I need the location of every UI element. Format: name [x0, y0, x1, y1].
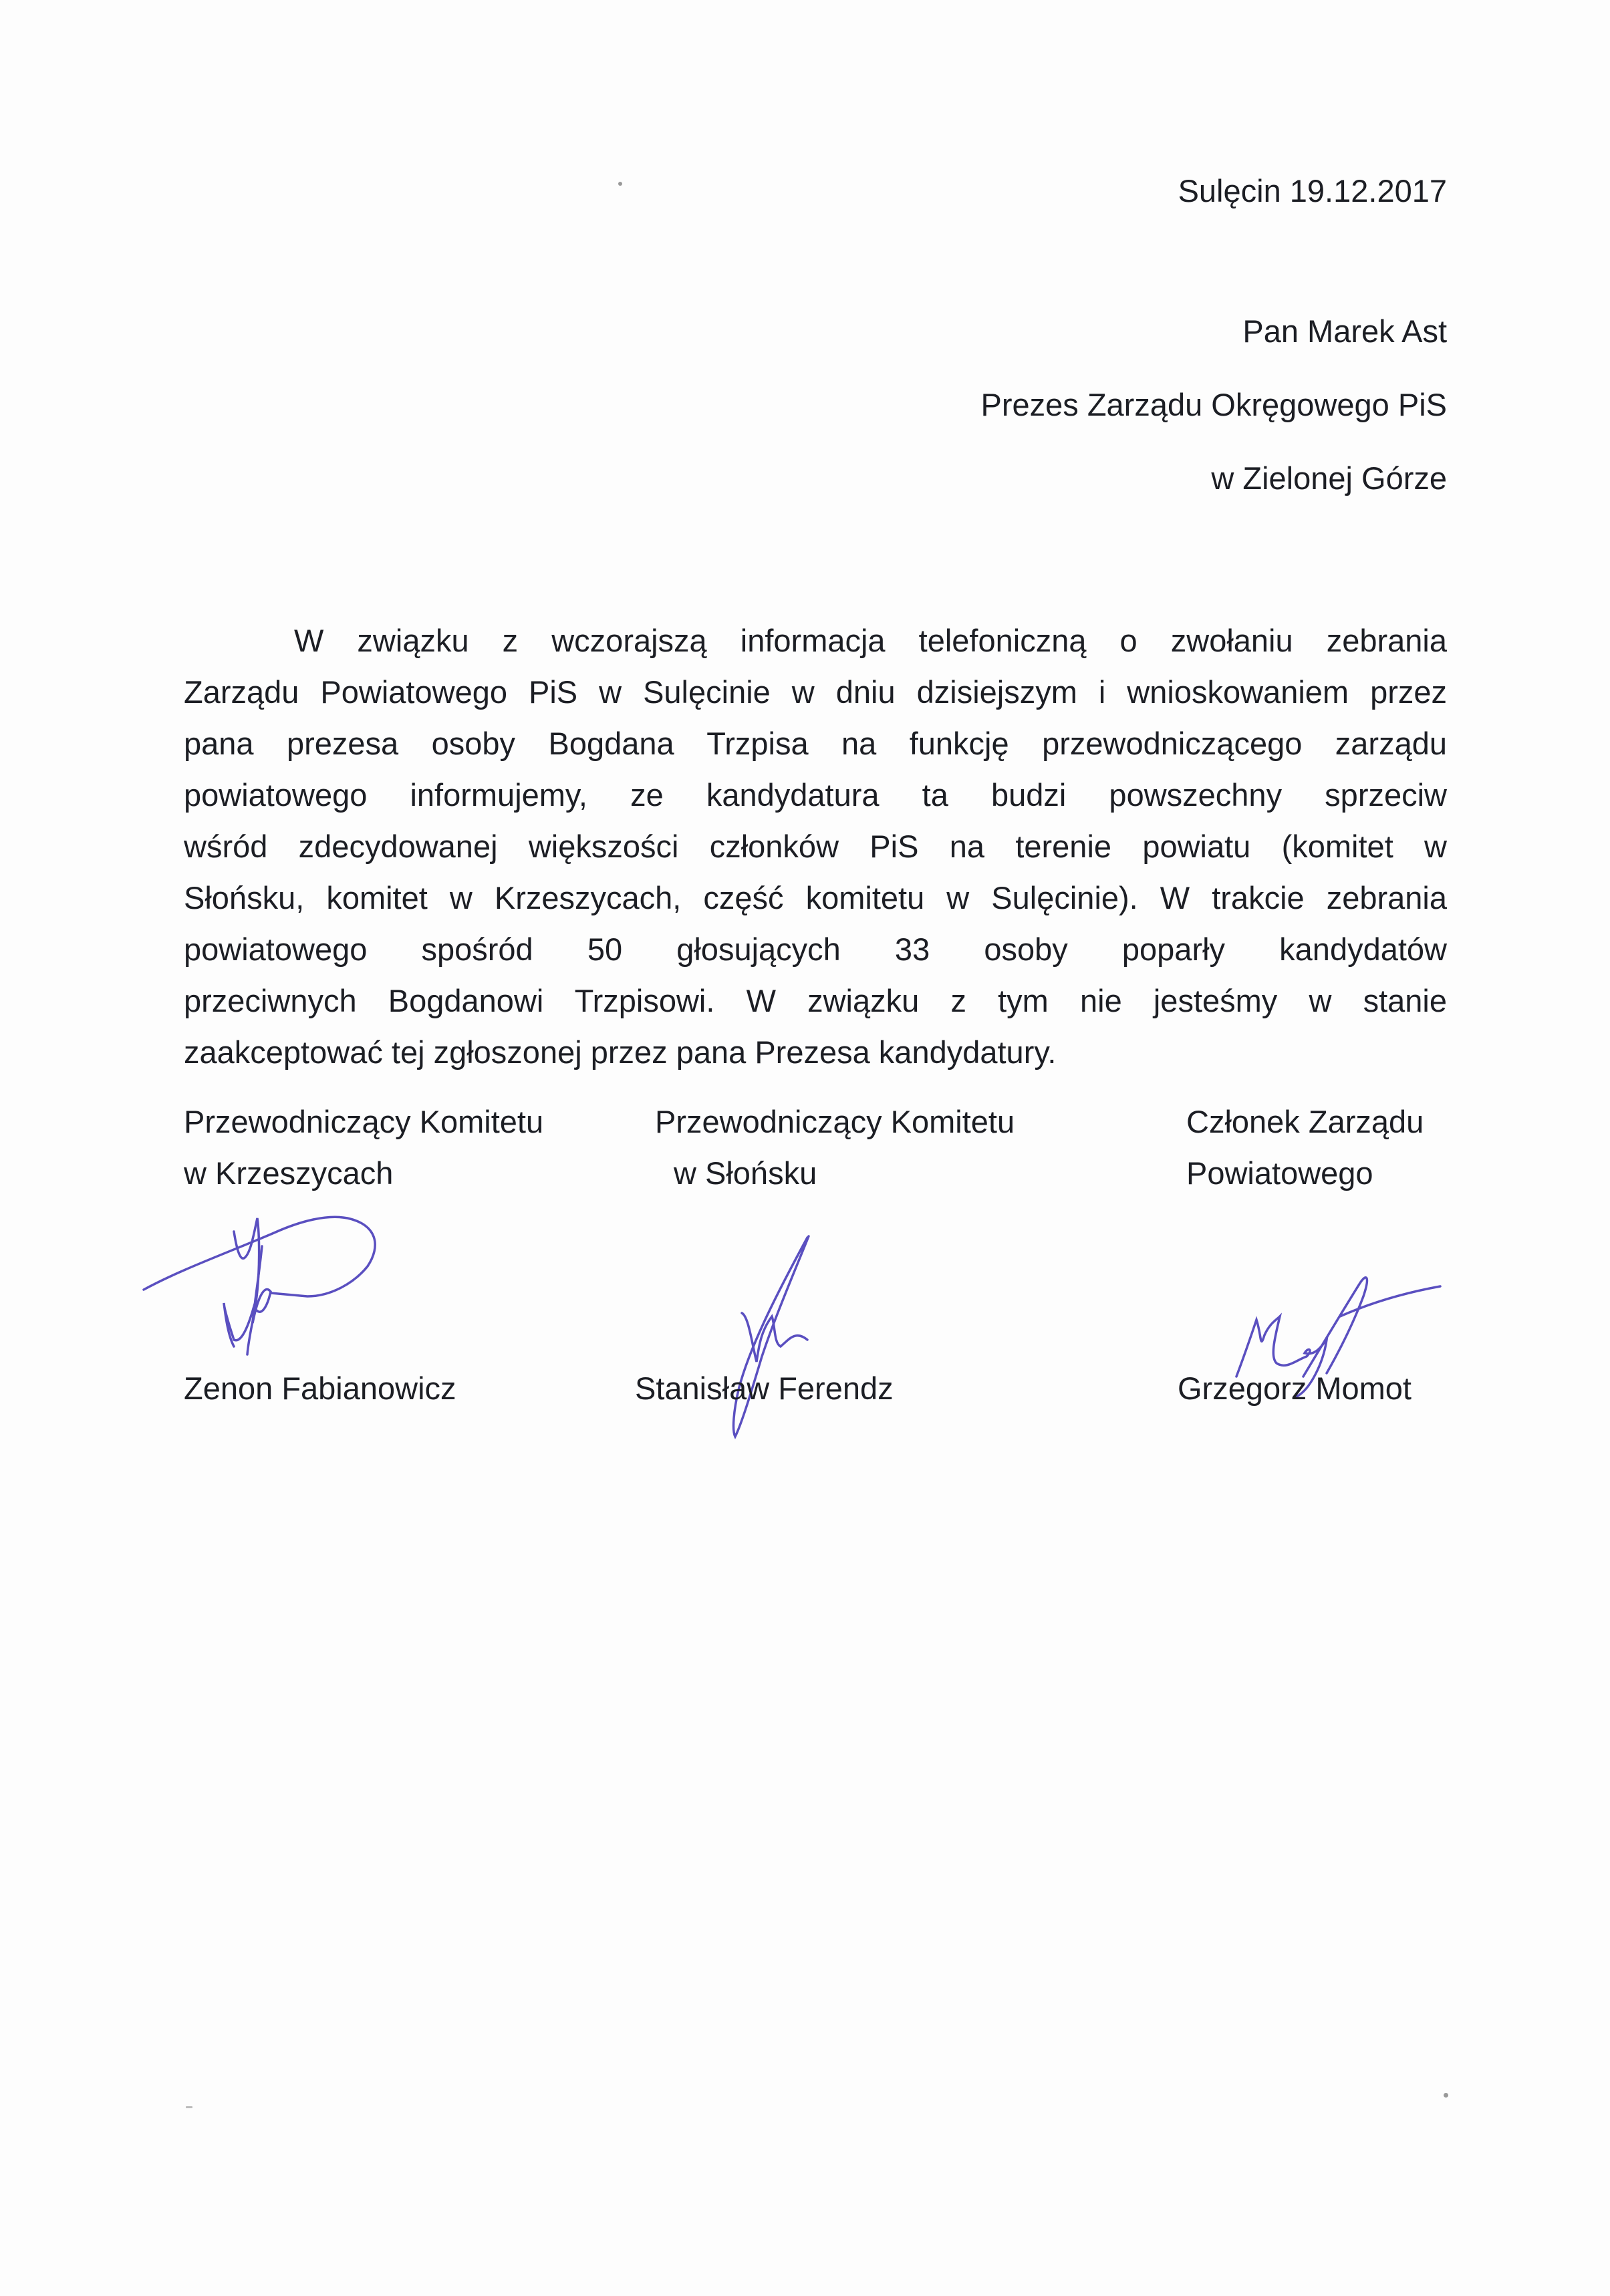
body-line: Zarządu Powiatowego PiS w Sulęcinie w dniu dzisiejszym i wnioskowaniem przez — [184, 674, 1447, 710]
signatory-title-line: Przewodniczący Komitetu — [184, 1104, 544, 1139]
signatory-title-2 — [655, 1096, 1015, 1199]
scan-speck — [186, 2106, 192, 2108]
body-line: powiatowego informujemy, ze kandydatura ta budzi powszechny sprzeciw — [184, 777, 1447, 813]
signatory-title-1 — [184, 1096, 543, 1199]
body-line: Słońsku, komitet w Krzeszycach, część komitetu w Sulęcinie). W trakcie zebrania — [184, 880, 1447, 915]
signature-1 — [140, 1206, 421, 1380]
body-line: zaakceptować tej zgłoszonej przez pana Prezesa kandydatury. — [184, 1034, 1057, 1070]
recipient-name: Pan Marek Ast — [1242, 313, 1447, 349]
signatory-title-line: Przewodniczący Komitetu — [655, 1104, 1015, 1139]
signatory-title-line: Powiatowego — [1186, 1155, 1373, 1191]
body-line: powiatowego spośród 50 głosujących 33 osoby poparły kandydatów — [184, 931, 1447, 967]
body-line: wśród zdecydowanej większości członków PiS na terenie powiatu (komitet w — [184, 829, 1447, 864]
body-line: W związku z wczorajszą informacja telefoniczną o zwołaniu zebrania — [294, 623, 1447, 658]
recipient-location: w Zielonej Górze — [1211, 460, 1447, 496]
scan-speck — [618, 182, 622, 186]
signatory-title-line: Członek Zarządu — [1186, 1104, 1424, 1139]
signature-2 — [695, 1230, 829, 1457]
letter-body — [184, 615, 1447, 1078]
signatory-title-line: w Krzeszycach — [184, 1155, 394, 1191]
body-line: przeciwnych Bogdanowi Trzpisowi. W związku z tym nie jesteśmy w stanie — [184, 983, 1447, 1018]
signatory-title-3 — [1186, 1096, 1424, 1199]
signatory-name-3: Grzegorz Momot — [1178, 1371, 1412, 1406]
body-line: pana prezesa osoby Bogdana Trzpisa na funkcję przewodniczącego zarządu — [184, 726, 1447, 761]
recipient-position: Prezes Zarządu Okręgowego PiS — [980, 387, 1447, 422]
signatory-name-2: Stanisław Ferendz — [635, 1371, 894, 1406]
signatory-title-line: w Słońsku — [674, 1155, 817, 1191]
place-and-date: Sulęcin 19.12.2017 — [1178, 173, 1447, 208]
signatory-name-1: Zenon Fabianowicz — [184, 1371, 456, 1406]
scan-speck — [1444, 2093, 1448, 2098]
